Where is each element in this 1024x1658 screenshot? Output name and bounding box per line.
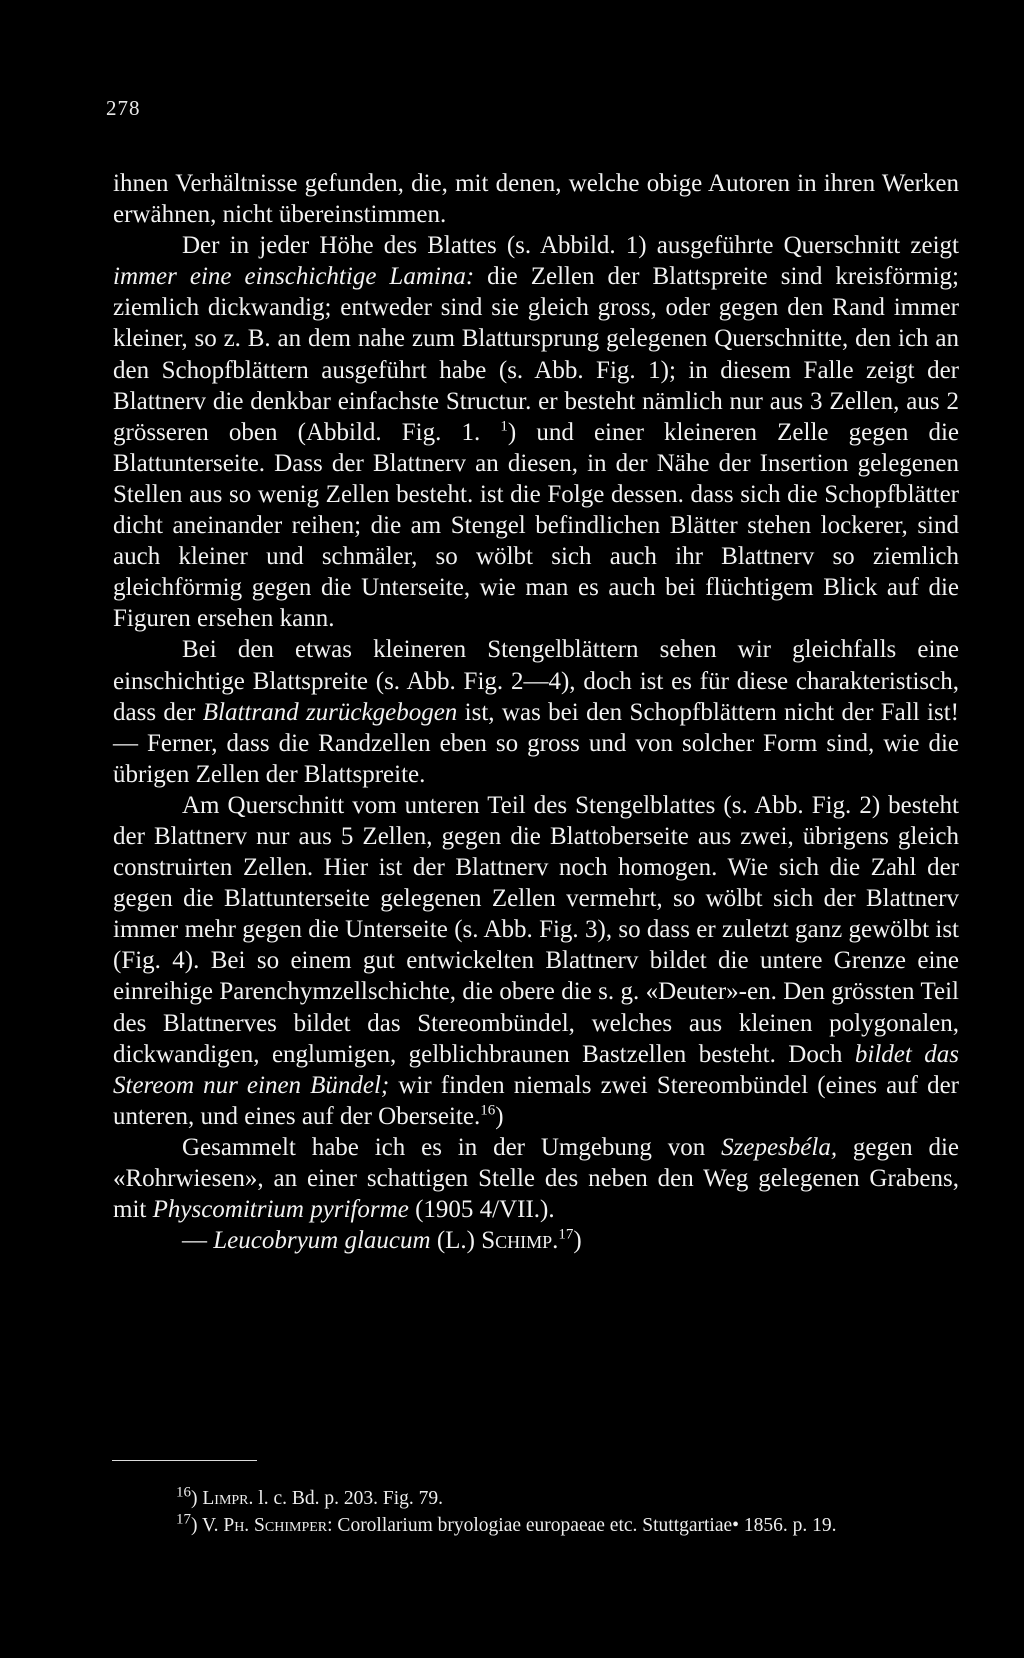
italic-text: Physcomitrium pyriforme [152,1196,409,1224]
text-run: ist, was bei den Schopfblättern nicht der Fall ist! — Ferner, dass die Randzellen eben so gross und von solcher Form sind, wie die übrigen Zellen der Blattspreite. [113,698,959,788]
italic-text: immer eine einschichtige Lamina: [113,263,475,291]
text-run: ) und einer kleineren Zelle gegen die Blattunterseite. Dass der Blattnerv an diesen, in der Nähe der Insertion gelegenen Stellen aus so wenig Zellen besteht. ist die Folge dessen. dass sich die Schopfblätter dicht aneinander reihen; die am Stengel befindlichen Blätter stehen lockerer, sind auch kleiner und schmäler, so wölbt sich auch ihr Blattnerv so ziemlich gleichförmig gegen die Unterseite, wie man es auch bei flüchtigem Blick auf die Figuren ersehen kann. [113,418,959,633]
text-run: — [182,1227,214,1255]
page-number: 278 [106,96,141,120]
paragraph [113,230,959,634]
italic-text: bildet das Stereom nur einen Bündel; [113,1040,959,1099]
smallcaps-text: Schimp. [481,1227,559,1255]
text-run: ) V. [191,1515,224,1536]
paragraph-species-entry [113,1225,959,1256]
footnote-ref: 1 [500,418,508,435]
smallcaps-text: Limpr. [202,1488,254,1509]
text-run: ) [191,1488,203,1509]
text-run: ihnen Verhältnisse gefunden, die, mit denen, welche obige Autoren in ihren Werken erwähnen, nicht übereinstimmen. [113,170,959,229]
footnote-ref: 17 [558,1226,574,1243]
italic-text: Szepesbéla, [721,1133,838,1161]
text-run: (1905 4/VII.). [408,1196,555,1224]
paragraph [113,634,959,789]
italic-text: Blattrand zurückgebogen [202,698,458,726]
text-run: ) [495,1102,504,1130]
text-run: l. c. Bd. p. 203. Fig. 79. [253,1488,443,1509]
footnote-ref: 16 [480,1102,496,1119]
footnote-rule [112,1460,257,1461]
text-run: ) [573,1227,582,1255]
text-run: Bei den etwas kleineren Stengelblättern sehen wir gleichfalls eine einschichtige Blattspreite (s. Abb. Fig. 2—4), doch ist es für diese charakteristisch, dass der [113,636,959,726]
paragraph [113,1132,959,1225]
text-run: (L.) [430,1227,482,1255]
italic-text: Leucobryum glaucum [213,1227,431,1255]
smallcaps-text: Ph. Schimper [223,1515,328,1536]
text-run: Am Querschnitt vom unteren Teil des Stengelblattes (s. Abb. Fig. 2) besteht der Blattnerv nur aus 5 Zellen, gegen die Blattoberseite aus zwei, übrigens gleich construirten Zellen. Hier ist der Blattnerv noch homogen. Wie sich die Zahl der gegen die Blattunterseite gelegenen Zellen vermehrt, so wölbt sich der Blattnerv immer mehr gegen die Unterseite (s. Abb. Fig. 3), so dass er zuletzt ganz gewölbt ist (Fig. 4). Bei so einem gut entwickelten Blattnerv bildet die untere Grenze eine einreihige Parenchymzellschichte, die obere die s. g. «Deuter»-en. Den grössten Teil des Blattnerves bildet das Stereombündel, welches aus kleinen polygonalen, dickwandigen, englumigen, gelblichbraunen Bastzellen besteht. Doch [113,791,959,1068]
text-run: Der in jeder Höhe des Blattes (s. Abbild. 1) ausgeführte Querschnitt zeigt [182,232,959,260]
footnotes [113,1485,963,1539]
paragraph [113,168,959,230]
text-run: gegen die «Rohrwiesen», an einer schattigen Stelle des neben den Weg gelegenen Grabens, mit [113,1133,959,1224]
text-run: die Zellen der Blattspreite sind kreisförmig; ziemlich dickwandig; entweder sind sie gleich gross, oder gegen den Rand immer kleiner, so z. B. an dem nahe zum Blattursprung gelegenen Querschnitte, den ich an den Schopfblättern ausgeführt habe (s. Abb. Fig. 1); in diesem Falle zeigt der Blattnerv die denkbar einfachste Structur. er besteht nämlich nur aus 3 Zellen, aus 2 grösseren oben (Abbild. Fig. 1. [113,263,959,446]
footnote [113,1485,963,1512]
body-text [113,168,959,1256]
text-run: wir finden niemals zwei Stereombündel (eines auf der unteren, und eines auf der Oberseite. [113,1071,959,1130]
footnote-ref: 16 [176,1484,191,1501]
paragraph [113,790,959,1132]
footnote [113,1512,963,1539]
footnote-ref: 17 [176,1511,191,1528]
text-run: Gesammelt habe ich es in der Umgebung von [182,1133,722,1161]
text-run: : Corollarium bryologiae europaeae etc. Stuttgartiae• 1856. p. 19. [327,1515,837,1536]
